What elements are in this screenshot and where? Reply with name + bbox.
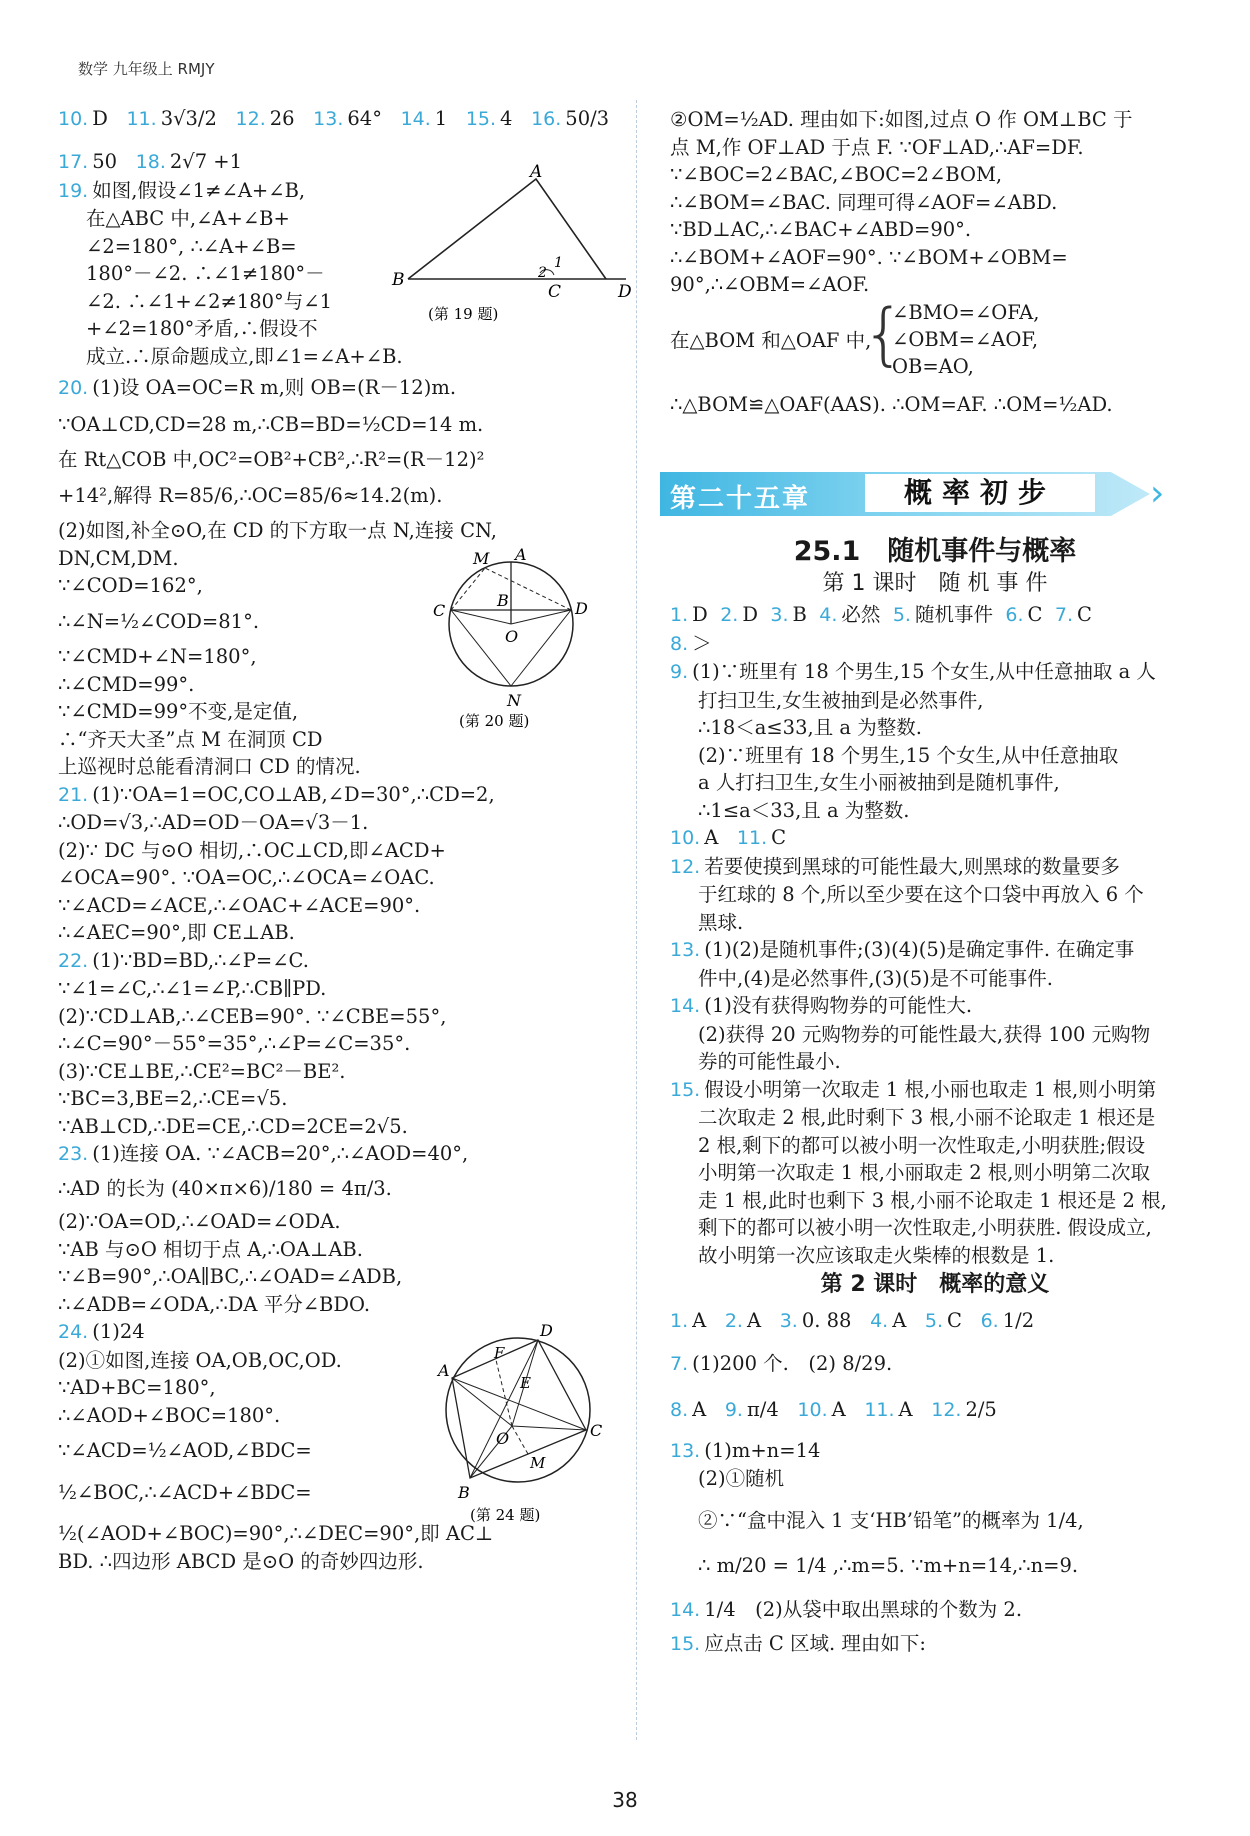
- ans-7: 7. C: [1054, 603, 1092, 626]
- fig19-caption: (第 19 题): [428, 304, 499, 323]
- q22-line: 22. (1)∵BD=BD,∴∠P=∠C.: [58, 948, 309, 972]
- ans-14: 14. 1: [400, 107, 448, 130]
- question-13b: [670, 1437, 1200, 1580]
- q20-line: +14²,解得 R=85/6,∴OC=85/6≈14.2(m).: [58, 483, 443, 507]
- question-13: [670, 936, 1200, 992]
- right-column-lower: [670, 535, 1200, 1659]
- q20-line: DN,CM,DM.: [58, 546, 179, 570]
- fig24-label-A: A: [438, 1361, 450, 1380]
- figure-19-triangle: [388, 161, 632, 347]
- q24-2-line: ∴∠BOM=∠BAC. 同理可得∠AOF=∠ABD.: [670, 190, 1058, 214]
- q20-line: 上巡视时总能看清洞口 CD 的情况.: [58, 755, 361, 778]
- fig24-label-F: F: [494, 1344, 505, 1362]
- q12-line: 黑球.: [698, 910, 744, 934]
- ans-l2-5: 5. C: [924, 1309, 962, 1332]
- ans-l2-4: 4. A: [870, 1309, 907, 1332]
- q9-line: ∴1≤a＜33,且 a 为整数.: [698, 798, 910, 822]
- fig20-caption: (第 20 题): [459, 712, 530, 730]
- ans-l2-3: 3. 0. 88: [779, 1309, 852, 1332]
- ans-3: 3. B: [770, 603, 807, 626]
- q20-line: ∴∠N=½∠COD=81°.: [58, 609, 260, 633]
- fig24-label-E: E: [520, 1374, 531, 1392]
- q21-line: (2)∵ DC 与⊙O 相切,∴OC⊥CD,即∠ACD+: [58, 838, 446, 862]
- ans-l2-6: 6. 1/2: [980, 1309, 1035, 1332]
- q24-2-line: 点 M,作 OF⊥AD 于点 F. ∵OF⊥AD,∴AF=DF.: [670, 135, 1084, 159]
- chapter-tag: 第二十五章: [670, 484, 811, 514]
- fig19-label-2: 2: [538, 264, 547, 281]
- question-14: [670, 992, 1200, 1076]
- fig20-label-D: D: [575, 599, 588, 618]
- q13b-line: ∴ m/20 = 1/4 ,∴m=5. ∵m+n=14,∴n=9.: [698, 1554, 1079, 1577]
- q22-line: ∴∠C=90°－55°=35°,∴∠P=∠C=35°.: [58, 1032, 411, 1055]
- fig20-label-A: A: [515, 545, 527, 564]
- q13-line: 件中,(4)是必然事件,(3)(5)是不可能事件.: [698, 966, 1053, 990]
- fig24-caption: (第 24 题): [470, 1506, 541, 1524]
- ans-l2-12: 12. 2/5: [931, 1398, 997, 1421]
- ans-l2-9: 9. π/4: [724, 1398, 779, 1421]
- q19-line: ∠2. ∴∠1+∠2≠180°与∠1: [86, 289, 333, 313]
- q23-line: ∵∠B=90°,∴OA∥BC,∴∠OAD=∠ADB,: [58, 1265, 403, 1288]
- ans-l2-7: 7. (1)200 个. (2) 8/29.: [670, 1351, 893, 1375]
- fig24-label-M: M: [530, 1454, 546, 1472]
- ans-10b: 10. A: [670, 826, 719, 849]
- ans-5: 5. 随机事件: [892, 603, 993, 626]
- q20-line: ∵∠COD=162°,: [58, 574, 203, 597]
- figure-20-circle: [423, 544, 623, 744]
- q19-line: 在△ABC 中,∠A+∠B+: [86, 207, 290, 230]
- question-15: [670, 1076, 1200, 1270]
- running-header: 数学 九年级上 RMJY: [78, 60, 215, 78]
- ans-10: 10. D: [58, 107, 108, 130]
- q21-line: 21. (1)∵OA=1=OC,CO⊥AB,∠D=30°,∴CD=2,: [58, 782, 495, 806]
- q21-line: ∵∠ACD=∠ACE,∴∠OAC+∠ACE=90°.: [58, 893, 421, 917]
- column-divider: [636, 100, 637, 1740]
- ans-2: 2. D: [720, 603, 758, 626]
- q24-line: ∵AD+BC=180°,: [58, 1376, 216, 1399]
- question-20: [58, 374, 618, 781]
- ans-16: 16. 50/3: [531, 107, 610, 130]
- fig19-label-1: 1: [554, 254, 563, 271]
- fig20-label-O: O: [505, 627, 519, 646]
- q24-line: 24. (1)24: [58, 1320, 145, 1343]
- ans-11b: 11. C: [736, 826, 787, 849]
- brace-lead: 在△BOM 和△OAF 中,: [670, 328, 872, 352]
- q24-line: ∴∠AOD+∠BOC=180°.: [58, 1403, 281, 1427]
- q13b-line: 13. (1)m+n=14: [670, 1438, 821, 1462]
- q15-line: 二次取走 2 根,此时剩下 3 根,小丽不论取走 1 根还是: [698, 1106, 1156, 1129]
- question-24: [58, 1318, 618, 1575]
- answer-row-10-11: [670, 824, 1200, 853]
- q22-line: (3)∵CE⊥BE,∴CE²=BC²－BE².: [58, 1059, 346, 1083]
- answer-row-l2-8-12: [670, 1396, 1200, 1425]
- fig24-label-C: C: [590, 1421, 603, 1440]
- q24-2-line: ②OM=½AD. 理由如下:如图,过点 O 作 OM⊥BC 于: [670, 108, 1133, 131]
- q22-line: ∵BC=3,BE=2,∴CE=√5.: [58, 1087, 288, 1110]
- ans-l2-11: 11. A: [864, 1398, 913, 1421]
- q13-line: 13. (1)(2)是随机事件;(3)(4)(5)是确定事件. 在确定事: [670, 938, 1135, 961]
- q22-line: ∵AB⊥CD,∴DE=CE,∴CD=2CE=2√5.: [58, 1114, 408, 1138]
- q21-line: ∴OD=√3,∴AD=OD－OA=√3－1.: [58, 811, 369, 834]
- q24-2-line: ∴∠BOM+∠AOF=90°. ∵∠BOM+∠OBM=: [670, 245, 1068, 269]
- q9-line: (2)∵班里有 18 个男生,15 个女生,从中任意抽取: [698, 743, 1119, 767]
- question-23: [58, 1140, 618, 1318]
- q15-line: 剩下的都可以被小明一次性取走,小明获胜. 假设成立,: [698, 1216, 1152, 1239]
- figure-24-circle: [430, 1318, 630, 1528]
- ans-6: 6. C: [1005, 603, 1043, 626]
- q24-2-line: ∵BD⊥AC,∴∠BAC+∠ABD=90°.: [670, 218, 972, 241]
- q15-line: 2 根,剩下的都可以被小明一次性取走,小明获胜;假设: [698, 1133, 1146, 1157]
- ans-4: 4. 必然: [819, 603, 881, 626]
- q23-line: (2)∵OA=OD,∴∠OAD=∠ODA.: [58, 1210, 341, 1233]
- q20-line: ∵OA⊥CD,CD=28 m,∴CB=BD=½CD=14 m.: [58, 412, 484, 436]
- ans-8: 8. ＞: [670, 631, 712, 655]
- ans-17: 17. 50: [58, 150, 118, 173]
- question-21: [58, 781, 618, 947]
- answer-row-1-7: [670, 601, 1200, 630]
- question-14b: 14. 1/4 (2)从袋中取出黑球的个数为 2.: [670, 1597, 1023, 1621]
- q20-line: ∵∠CMD+∠N=180°,: [58, 645, 257, 668]
- q20-line: (2)如图,补全⊙O,在 CD 的下方取一点 N,连接 CN,: [58, 519, 497, 542]
- q23-line: ∵AB 与⊙O 相切于点 A,∴OA⊥AB.: [58, 1237, 363, 1261]
- q19-line: 180°－∠2. ∴∠1≠180°－: [86, 262, 325, 285]
- chapter-title: 概率初步: [865, 474, 1095, 512]
- q23-line: ∴AD 的长为 (40×π×6)/180 = 4π/3.: [58, 1176, 392, 1200]
- left-column: [58, 102, 632, 1575]
- fig19-label-A: A: [530, 161, 543, 182]
- congruence-system: [670, 294, 1200, 383]
- lesson-2-title: 第 2 课时 概率的意义: [820, 1272, 1050, 1297]
- answer-row-10-16: [58, 102, 618, 142]
- q24-line: BD. ∴四边形 ABCD 是⊙O 的奇妙四边形.: [58, 1549, 424, 1573]
- right-column: [670, 102, 1200, 418]
- q19-line: +∠2=180°矛盾,∴假设不: [86, 317, 318, 340]
- q24-2-line: ∵∠BOC=2∠BAC,∠BOC=2∠BOM,: [670, 163, 1003, 186]
- q20-line: 在 Rt△COB 中,OC²=OB²+CB²,∴R²=(R－12)²: [58, 448, 485, 471]
- ans-11: 11. 3√3/2: [126, 107, 217, 130]
- q13b-line: (2)①随机: [698, 1467, 785, 1490]
- fig20-label-B: B: [497, 591, 509, 610]
- q21-line: ∠OCA=90°. ∵OA=OC,∴∠OCA=∠OAC.: [58, 866, 435, 889]
- brace-glyph: {: [862, 294, 906, 374]
- ans-l2-8: 8. A: [670, 1398, 707, 1421]
- brace-line: ∠OBM=∠AOF,: [892, 327, 1039, 351]
- q21-line: ∴∠AEC=90°,即 CE⊥AB.: [58, 921, 295, 944]
- q12-line: 于红球的 8 个,所以至少要在这个口袋中再放入 6 个: [698, 883, 1144, 906]
- lesson-1-title: 第 1 课时 随 机 事 件: [822, 571, 1048, 596]
- q15-line: 走 1 根,此时也剩下 3 根,小丽不论取走 1 根还是 2 根,: [698, 1188, 1167, 1212]
- q22-line: (2)∵CD⊥AB,∴∠CEB=90°. ∵∠CBE=55°,: [58, 1004, 447, 1028]
- q20-line: ∴“齐天大圣”点 M 在洞顶 CD: [58, 727, 323, 751]
- q19-line: ∠2=180°, ∴∠A+∠B=: [86, 234, 297, 258]
- q24-2-end: ∴△BOM≌△OAF(AAS). ∴OM=AF. ∴OM=½AD.: [670, 392, 1113, 416]
- q9-line: ∴18＜a≤33,且 a 为整数.: [698, 716, 922, 739]
- ans-l2-10: 10. A: [797, 1398, 846, 1421]
- answer-row-l2-1-6: [670, 1307, 1200, 1336]
- q20-line: ∵∠CMD=99°不变,是定值,: [58, 700, 299, 723]
- ans-15: 15. 4: [465, 107, 513, 130]
- q14-line: 券的可能性最小.: [698, 1050, 841, 1073]
- brace-line: ∠BMO=∠OFA,: [892, 300, 1040, 324]
- question-9: [670, 658, 1200, 824]
- fig24-label-D: D: [540, 1321, 553, 1340]
- q24-line: (2)①如图,连接 OA,OB,OC,OD.: [58, 1348, 342, 1372]
- chapter-banner: [660, 468, 1180, 520]
- q22-line: ∵∠1=∠C,∴∠1=∠P,∴CB∥PD.: [58, 977, 327, 1000]
- q24-line: ½(∠AOD+∠BOC)=90°,∴∠DEC=90°,即 AC⊥: [58, 1522, 494, 1545]
- fig19-label-C: C: [548, 281, 562, 302]
- q15-line: 小明第一次取走 1 根,小丽取走 2 根,则小明第二次取: [698, 1161, 1151, 1184]
- q9-line: 9. (1)∵班里有 18 个男生,15 个女生,从中任意抽取 a 人: [670, 660, 1156, 683]
- q20-line: ∴∠CMD=99°.: [58, 672, 195, 696]
- ans-13: 13. 64°: [313, 107, 382, 130]
- q14-line: (2)获得 20 元购物券的可能性最大,获得 100 元购物: [698, 1022, 1151, 1046]
- q24-2-line: 90°,∴∠OBM=∠AOF.: [670, 273, 870, 296]
- chevron-right-icon: ›: [1150, 473, 1165, 514]
- section-title: 25.1 随机事件与概率: [793, 536, 1077, 567]
- q20-line: 20. (1)设 OA=OC=R m,则 OB=(R－12)m.: [58, 376, 457, 399]
- page-number: 38: [612, 1788, 638, 1812]
- q24-line: ∵∠ACD=½∠AOD,∠BDC=: [58, 1439, 312, 1462]
- question-15b: 15. 应点击 C 区域. 理由如下:: [670, 1632, 927, 1655]
- q19-line: 19. 如图,假设∠1≠∠A+∠B,: [58, 178, 306, 202]
- q19-line: 成立.∴原命题成立,即∠1=∠A+∠B.: [86, 344, 403, 368]
- fig20-label-M: M: [473, 549, 490, 568]
- q23-line: 23. (1)连接 OA. ∵∠ACB=20°,∴∠AOD=40°,: [58, 1142, 469, 1165]
- q9-line: 打扫卫生,女生被抽到是必然事件,: [698, 688, 984, 712]
- fig20-label-N: N: [507, 691, 521, 710]
- q15-line: 15. 假设小明第一次取走 1 根,小丽也取走 1 根,则小明第: [670, 1077, 1157, 1101]
- q15-line: 故小明第一次应该取走火柴棒的根数是 1.: [698, 1243, 1055, 1267]
- q14-line: 14. (1)没有获得购物券的可能性大.: [670, 994, 973, 1017]
- question-22: [58, 947, 618, 1141]
- fig24-label-O: O: [496, 1429, 510, 1448]
- ans-12: 12. 26: [235, 107, 295, 130]
- fig24-label-B: B: [458, 1483, 470, 1502]
- fig19-label-D: D: [618, 281, 632, 302]
- fig20-label-C: C: [433, 601, 446, 620]
- q23-line: ∴∠ADB=∠ODA,∴DA 平分∠BDO.: [58, 1292, 371, 1316]
- q12-line: 12. 若要使摸到黑球的可能性最大,则黑球的数量要多: [670, 854, 1120, 878]
- fig19-label-B: B: [392, 269, 405, 290]
- q9-line: a 人打扫卫生,女生小丽被抽到是随机事件,: [698, 771, 1060, 794]
- question-12: [670, 853, 1200, 937]
- ans-l2-2: 2. A: [724, 1309, 762, 1332]
- ans-18: 18. 2√7 +1: [135, 150, 243, 173]
- brace-line: OB=AO,: [892, 354, 974, 378]
- ans-l2-1: 1. A: [670, 1309, 707, 1332]
- q24-line: ½∠BOC,∴∠ACD+∠BDC=: [58, 1480, 312, 1504]
- q13b-line: ②∵“盒中混入 1 支‘HB’铅笔”的概率为 1/4,: [698, 1508, 1084, 1532]
- ans-1: 1. D: [670, 603, 708, 626]
